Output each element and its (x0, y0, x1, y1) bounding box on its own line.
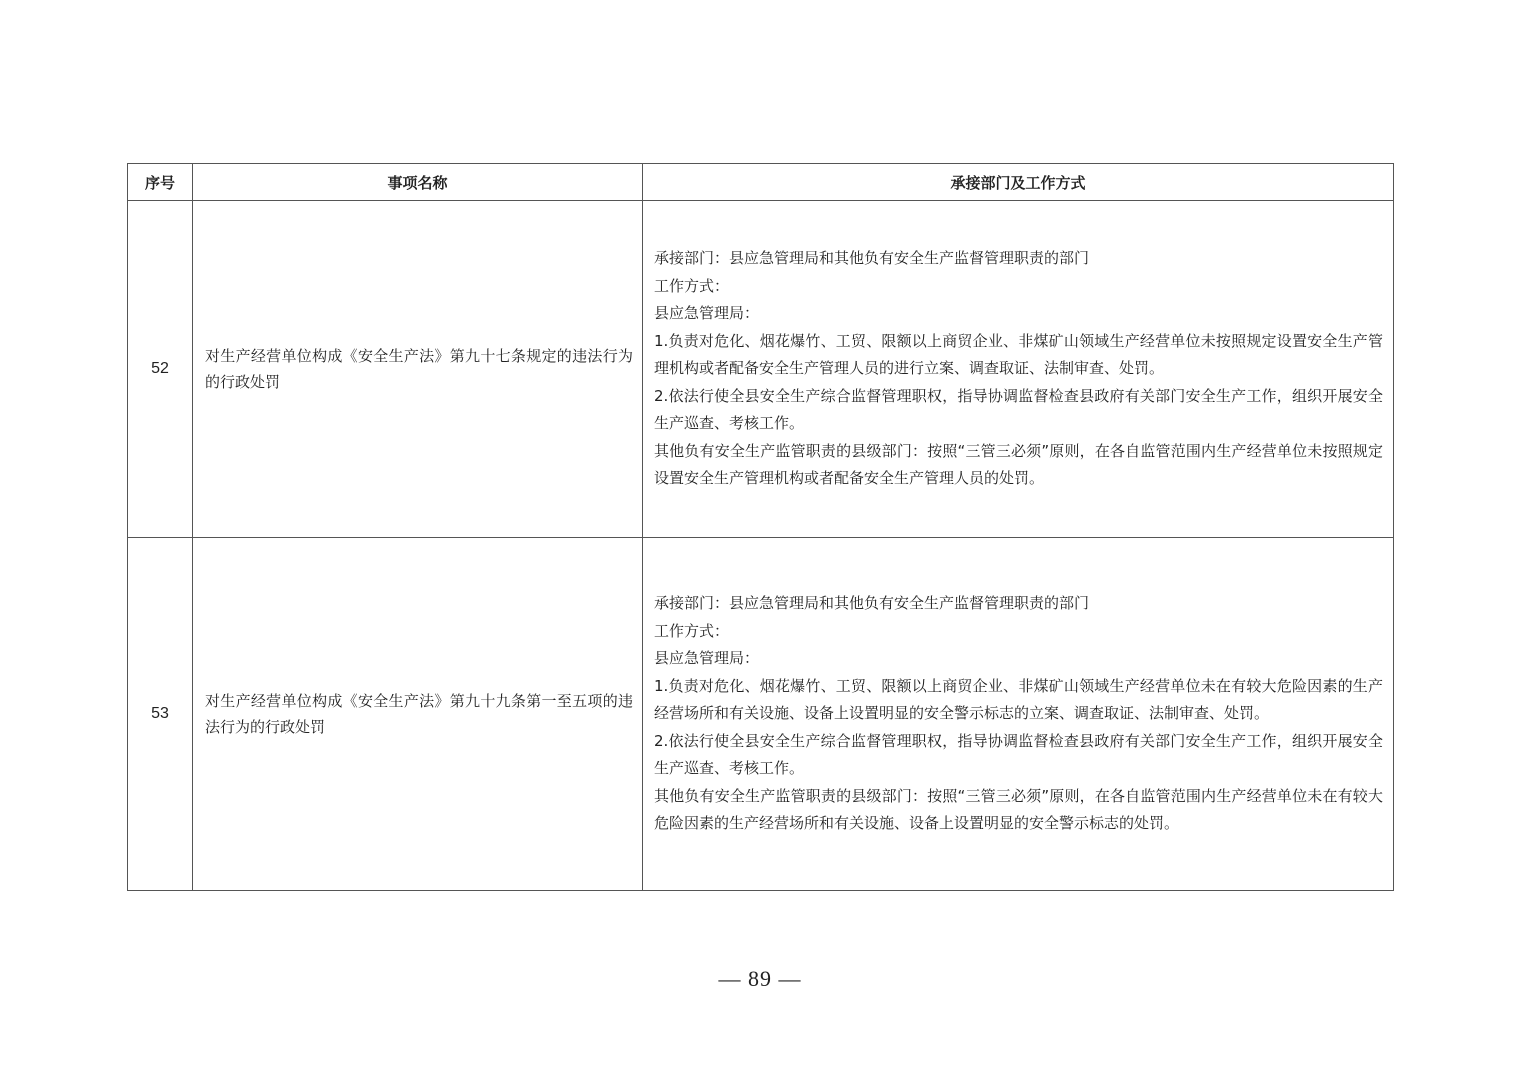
header-dept-method: 承接部门及工作方式 (643, 164, 1394, 201)
dept-line: 1.负责对危化、烟花爆竹、工贸、限额以上商贸企业、非煤矿山领域生产经营单位未在有较大危险因素的生产经营场所和有关设施、设备上设置明显的安全警示标志的立案、调查取证、法制审查、处罚。 (654, 676, 1383, 723)
header-seq: 序号 (128, 164, 193, 201)
seq-cell: 53 (128, 538, 193, 891)
dept-line: 县应急管理局： (654, 304, 760, 323)
dept-line: 1.负责对危化、烟花爆竹、工贸、限额以上商贸企业、非煤矿山领域生产经营单位未按照规定设置安全生产管理机构或者配备安全生产管理人员的进行立案、调查取证、法制审查、处罚。 (654, 331, 1383, 378)
dept-line: 承接部门：县应急管理局和其他负有安全生产监督管理职责的部门 (654, 594, 1090, 613)
dept-line: 工作方式： (654, 621, 730, 640)
matters-table (127, 163, 1394, 891)
page-number: — 89 — (718, 966, 802, 991)
header-matter-name: 事项名称 (193, 164, 643, 201)
matter-name-cell: 对生产经营单位构成《安全生产法》第九十九条第一至五项的违法行为的行政处罚 (193, 538, 643, 891)
dept-line: 承接部门：县应急管理局和其他负有安全生产监督管理职责的部门 (654, 249, 1090, 268)
dept-line: 其他负有安全生产监管职责的县级部门：按照“三管三必须”原则，在各自监管范围内生产经营单位未在有较大危险因素的生产经营场所和有关设施、设备上设置明显的安全警示标志的处罚。 (654, 786, 1383, 833)
dept-method-cell (643, 201, 1394, 538)
matter-name-cell: 对生产经营单位构成《安全生产法》第九十七条规定的违法行为的行政处罚 (193, 201, 643, 538)
dept-line: 县应急管理局： (654, 649, 760, 668)
dept-line: 2.依法行使全县安全生产综合监督管理职权，指导协调监督检查县政府有关部门安全生产工作，组织开展安全生产巡查、考核工作。 (654, 386, 1383, 433)
table-header-row (128, 164, 1394, 201)
table-row (128, 201, 1394, 538)
dept-line: 工作方式： (654, 276, 730, 295)
dept-line: 2.依法行使全县安全生产综合监督管理职权，指导协调监督检查县政府有关部门安全生产工作，组织开展安全生产巡查、考核工作。 (654, 731, 1383, 778)
dept-method-cell (643, 538, 1394, 891)
table-row (128, 538, 1394, 891)
dept-line: 其他负有安全生产监管职责的县级部门：按照“三管三必须”原则，在各自监管范围内生产经营单位未按照规定设置安全生产管理机构或者配备安全生产管理人员的处罚。 (654, 441, 1383, 488)
seq-cell: 52 (128, 201, 193, 538)
